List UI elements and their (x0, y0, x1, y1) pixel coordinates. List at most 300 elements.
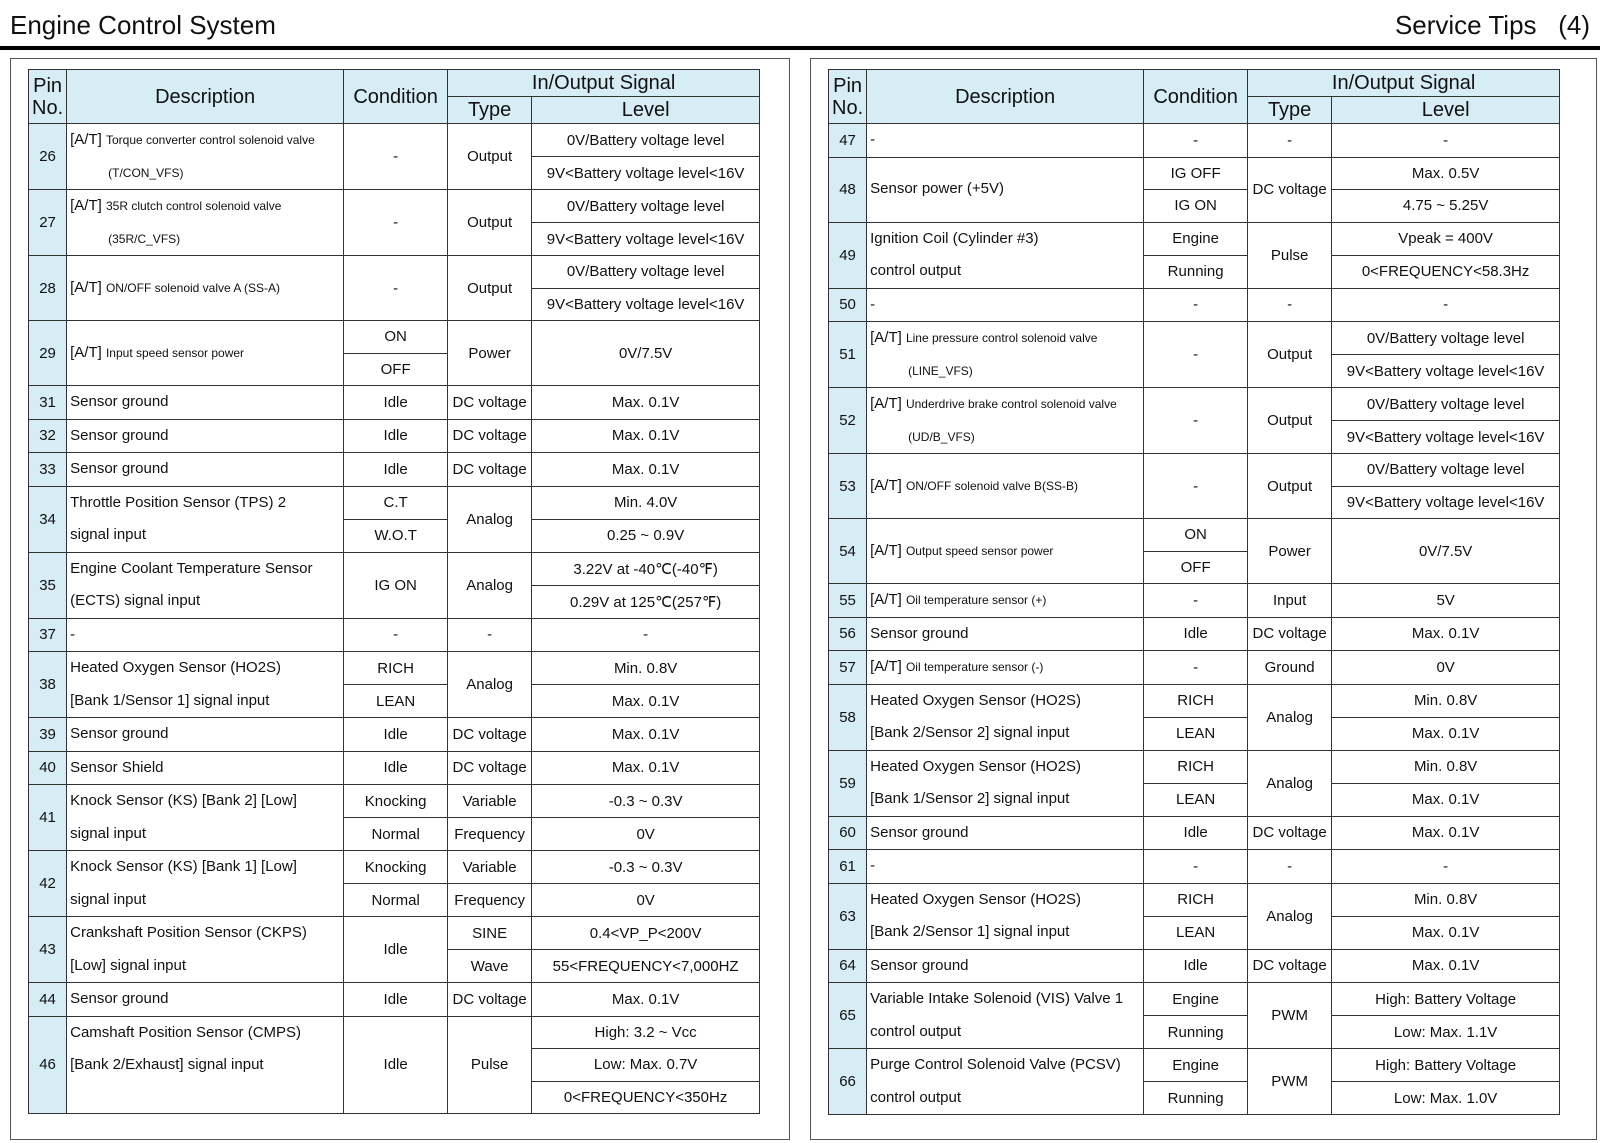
description-line (870, 817, 1140, 850)
description-line (870, 950, 1140, 983)
level-cell: - (1332, 850, 1560, 884)
condition-cell: Running (1144, 1082, 1248, 1115)
description-text: (ECTS) signal input (70, 592, 201, 609)
level-cell: - (1332, 288, 1560, 322)
description-text: Oil temperature sensor (+) (905, 593, 1047, 607)
description-line (870, 884, 1140, 917)
at-prefix: [A/T] (70, 343, 102, 361)
pin-number: 56 (829, 617, 867, 651)
description-line (870, 1082, 1140, 1115)
description-line (70, 337, 340, 370)
pin-number: 47 (829, 124, 867, 158)
condition-cell: Engine (1144, 222, 1248, 255)
condition-cell: Idle (344, 419, 448, 453)
description-text: Sensor Shield (70, 758, 164, 776)
level-cell: 9V<Battery voltage level<16V (532, 223, 760, 256)
page-section (1395, 10, 1590, 41)
description-text: Output speed sensor power (905, 543, 1054, 558)
pin-description (67, 256, 344, 321)
description-line (70, 519, 340, 552)
condition-cell: Idle (1144, 949, 1248, 983)
table-row (829, 124, 1560, 158)
level-cell: 9V<Battery voltage level<16V (1332, 486, 1560, 519)
level-cell: Vpeak = 400V (1332, 222, 1560, 255)
description-text: Sensor ground (70, 725, 169, 742)
at-prefix: [A/T] (70, 131, 102, 148)
condition-cell: - (1144, 584, 1248, 618)
description-line (70, 124, 340, 157)
condition-cell: - (1144, 288, 1248, 322)
condition-cell: Idle (344, 1016, 448, 1114)
table-row (29, 917, 760, 950)
pin-number: 41 (29, 785, 67, 851)
table-row (829, 983, 1560, 1016)
description-line (870, 618, 1140, 651)
description-line (70, 685, 340, 718)
level-cell: 55<FREQUENCY<7,000HZ (532, 950, 760, 983)
page-number: (4) (1558, 10, 1590, 40)
type-cell: Wave (448, 950, 532, 983)
description-text: Torque converter control solenoid valve (105, 133, 315, 147)
description-text: 35R clutch control solenoid valve (105, 199, 282, 213)
level-cell: Max. 0.1V (532, 386, 760, 420)
page-title: Engine Control System (10, 10, 276, 40)
pin-number: 57 (829, 651, 867, 685)
pin-description (67, 486, 344, 552)
pin-description (867, 124, 1144, 158)
level-cell: 0.25 ~ 0.9V (532, 519, 760, 552)
at-prefix: [A/T] (70, 278, 102, 296)
description-line (70, 157, 340, 190)
pin-description (867, 519, 1144, 584)
table-row (29, 618, 760, 652)
type-cell: DC voltage (448, 983, 532, 1017)
condition-cell: Idle (344, 718, 448, 752)
condition-cell: Idle (344, 983, 448, 1017)
description-line (70, 190, 340, 223)
description-line (870, 850, 1140, 883)
description-line (70, 752, 340, 785)
pin-description (67, 618, 344, 652)
description-text: (UD/B_VFS) (908, 429, 975, 444)
pin-number: 55 (829, 584, 867, 618)
table-row (829, 454, 1560, 487)
description-line (870, 535, 1140, 568)
level-cell: - (1332, 124, 1560, 158)
description-line (870, 651, 1140, 684)
description-line (70, 1049, 340, 1082)
level-cell: - (532, 618, 760, 652)
pin-number: 32 (29, 419, 67, 453)
level-cell: Max. 0.1V (532, 453, 760, 487)
description-line (870, 916, 1140, 949)
table-row (29, 983, 760, 1017)
description-text: Camshaft Position Sensor (CMPS) (70, 1023, 302, 1041)
condition-cell: C.T (344, 486, 448, 519)
level-cell: 0V/7.5V (1332, 519, 1560, 584)
description-line (70, 917, 340, 950)
description-text: Underdrive brake control solenoid valve (905, 397, 1117, 411)
table-row (29, 190, 760, 223)
pin-description (67, 718, 344, 752)
condition-cell: Normal (344, 818, 448, 851)
condition-cell: - (1144, 850, 1248, 884)
level-cell: Max. 0.1V (1332, 816, 1560, 850)
pin-description (67, 321, 344, 386)
type-cell: Analog (1248, 684, 1332, 750)
pin-description (867, 651, 1144, 685)
condition-cell: LEAN (1144, 717, 1248, 750)
description-line (870, 173, 1140, 206)
description-text: [Bank 1/Sensor 1] signal input (70, 691, 270, 709)
table-row (29, 453, 760, 487)
pin-number: 34 (29, 486, 67, 552)
condition-cell: Running (1144, 255, 1248, 288)
condition-cell: - (1144, 454, 1248, 519)
table-row (829, 322, 1560, 355)
description-line (870, 322, 1140, 355)
pin-table-left (28, 69, 760, 1114)
type-cell: PWM (1248, 1049, 1332, 1115)
description-line (70, 652, 340, 685)
description-line (870, 751, 1140, 784)
condition-cell: Running (1144, 1016, 1248, 1049)
level-cell: Min. 4.0V (532, 486, 760, 519)
description-text: [Bank 2/Sensor 2] signal input (870, 724, 1070, 741)
pin-number: 27 (29, 190, 67, 256)
type-cell: DC voltage (1248, 816, 1332, 850)
type-cell: Variable (448, 785, 532, 818)
pin-description (867, 388, 1144, 454)
description-line (870, 685, 1140, 718)
type-cell: Pulse (1248, 222, 1332, 288)
level-cell: Low: Max. 1.1V (1332, 1016, 1560, 1049)
description-header: Description (867, 70, 1144, 124)
type-cell: DC voltage (448, 419, 532, 453)
description-text: signal input (70, 824, 147, 842)
pin-header: Pin No. (29, 70, 67, 124)
description-line (70, 950, 340, 983)
at-prefix: [A/T] (870, 329, 902, 346)
at-prefix: [A/T] (870, 395, 902, 412)
description-line (70, 223, 340, 256)
pin-number: 51 (829, 322, 867, 388)
level-cell: 5V (1332, 584, 1560, 618)
pin-header: Pin No. (829, 70, 867, 124)
table-row (29, 851, 760, 884)
condition-cell: Idle (1144, 816, 1248, 850)
io-signal-header: In/Output Signal (1248, 70, 1560, 97)
pin-number: 35 (29, 552, 67, 618)
level-cell: High: Battery Voltage (1332, 983, 1560, 1016)
pin-number: 50 (829, 288, 867, 322)
pin-number: 43 (29, 917, 67, 983)
table-row (29, 256, 760, 289)
type-cell: Frequency (448, 884, 532, 917)
description-text: Sensor ground (870, 624, 969, 642)
type-cell: - (1248, 124, 1332, 158)
level-cell: 0V/Battery voltage level (1332, 322, 1560, 355)
type-header: Type (448, 97, 532, 124)
table-row (829, 684, 1560, 717)
condition-cell: LEAN (344, 685, 448, 718)
type-cell: Variable (448, 851, 532, 884)
description-line (70, 785, 340, 818)
pin-description (867, 983, 1144, 1049)
description-text: [Bank 2/Exhaust] signal input (70, 1056, 264, 1073)
level-cell: Max. 0.1V (532, 685, 760, 718)
condition-header: Condition (344, 70, 448, 124)
pin-number: 37 (29, 618, 67, 652)
pin-number: 53 (829, 454, 867, 519)
type-cell: Analog (448, 486, 532, 552)
type-cell: DC voltage (448, 718, 532, 752)
pin-number: 40 (29, 751, 67, 785)
description-text: control output (870, 1022, 962, 1040)
level-cell: Max. 0.1V (532, 983, 760, 1017)
pin-number: 63 (829, 883, 867, 949)
type-cell: DC voltage (1248, 949, 1332, 983)
description-text: Heated Oxygen Sensor (HO2S) (70, 659, 282, 676)
table-row (829, 519, 1560, 552)
type-cell: Power (448, 321, 532, 386)
type-cell: Output (1248, 322, 1332, 388)
condition-cell: Idle (344, 751, 448, 785)
table-row (29, 652, 760, 685)
table-row (29, 321, 760, 354)
description-line (870, 983, 1140, 1016)
description-text: - (870, 131, 876, 148)
pin-description (867, 222, 1144, 288)
level-cell: High: Battery Voltage (1332, 1049, 1560, 1082)
at-prefix: [A/T] (870, 476, 902, 494)
description-line (870, 584, 1140, 617)
pin-number: 64 (829, 949, 867, 983)
pin-description (867, 617, 1144, 651)
level-cell: 9V<Battery voltage level<16V (1332, 421, 1560, 454)
pin-description (867, 883, 1144, 949)
table-row (829, 883, 1560, 916)
description-text: Throttle Position Sensor (TPS) 2 (70, 493, 287, 511)
condition-cell: Idle (1144, 617, 1248, 651)
pin-number: 31 (29, 386, 67, 420)
description-text: Sensor ground (70, 990, 169, 1007)
level-header: Level (532, 97, 760, 124)
description-line (70, 884, 340, 917)
table-row (29, 124, 760, 157)
pin-description (67, 552, 344, 618)
condition-cell: Idle (344, 453, 448, 487)
description-line (870, 717, 1140, 750)
type-cell: Output (1248, 388, 1332, 454)
condition-cell: Knocking (344, 785, 448, 818)
pin-description (67, 419, 344, 453)
level-cell: Max. 0.1V (532, 718, 760, 752)
table-row (29, 552, 760, 585)
condition-cell: - (1144, 651, 1248, 685)
type-cell: Pulse (448, 1016, 532, 1114)
at-prefix: [A/T] (70, 197, 102, 214)
description-header: Description (67, 70, 344, 124)
type-cell: DC voltage (448, 453, 532, 487)
pin-number: 66 (829, 1049, 867, 1115)
condition-cell: OFF (344, 353, 448, 386)
level-header: Level (1332, 97, 1560, 124)
description-text: (LINE_VFS) (908, 363, 973, 378)
level-cell: 0V/Battery voltage level (1332, 454, 1560, 487)
type-cell: Output (448, 190, 532, 256)
description-text: Engine Coolant Temperature Sensor (70, 559, 313, 577)
pin-description (867, 288, 1144, 322)
condition-cell: - (1144, 124, 1248, 158)
level-cell: 0V/7.5V (532, 321, 760, 386)
level-cell: Min. 0.8V (1332, 883, 1560, 916)
description-text: Sensor power (+5V) (870, 180, 1004, 198)
description-text: Oil temperature sensor (-) (905, 660, 1044, 674)
type-cell: PWM (1248, 983, 1332, 1049)
description-text: - (870, 295, 876, 313)
description-line (870, 255, 1140, 288)
condition-cell: - (344, 124, 448, 190)
description-text: control output (870, 1088, 962, 1106)
condition-cell: - (344, 618, 448, 652)
description-line (870, 124, 1140, 157)
pin-description (67, 652, 344, 718)
description-text: Ignition Coil (Cylinder #3) (870, 229, 1039, 247)
pin-description (67, 386, 344, 420)
description-line (870, 783, 1140, 816)
pin-number: 42 (29, 851, 67, 917)
condition-cell: Normal (344, 884, 448, 917)
level-cell: 3.22V at -40℃(-40℉) (532, 552, 760, 585)
level-cell: Max. 0.1V (1332, 617, 1560, 651)
pin-number: 48 (829, 157, 867, 222)
condition-cell: RICH (1144, 883, 1248, 916)
level-cell: Max. 0.1V (1332, 949, 1560, 983)
level-cell: 0V (1332, 651, 1560, 685)
table-row (29, 1016, 760, 1049)
pin-number: 46 (29, 1016, 67, 1114)
pin-number: 59 (829, 750, 867, 816)
pin-description (867, 750, 1144, 816)
table-row (829, 850, 1560, 884)
condition-cell: ON (1144, 519, 1248, 552)
condition-cell: - (1144, 322, 1248, 388)
description-text: Heated Oxygen Sensor (HO2S) (870, 691, 1082, 709)
pin-description (867, 322, 1144, 388)
table-row (829, 651, 1560, 685)
type-cell: Ground (1248, 651, 1332, 685)
table-row (829, 388, 1560, 421)
level-cell: Low: Max. 0.7V (532, 1049, 760, 1082)
condition-cell: Idle (344, 386, 448, 420)
description-text: Sensor ground (870, 956, 969, 974)
table-row (829, 584, 1560, 618)
level-cell: 9V<Battery voltage level<16V (532, 157, 760, 190)
table-row (829, 750, 1560, 783)
type-cell: Analog (448, 652, 532, 718)
table-row (29, 419, 760, 453)
description-text: [Bank 2/Sensor 1] signal input (870, 923, 1070, 940)
pin-number: 39 (29, 718, 67, 752)
pin-description (867, 584, 1144, 618)
pin-description (67, 453, 344, 487)
level-cell: Max. 0.1V (1332, 783, 1560, 816)
type-header: Type (1248, 97, 1332, 124)
level-cell: High: 3.2 ~ Vcc (532, 1016, 760, 1049)
level-cell: Min. 0.8V (1332, 750, 1560, 783)
level-cell: Max. 0.5V (1332, 157, 1560, 190)
pin-number: 49 (829, 222, 867, 288)
level-cell: Max. 0.1V (1332, 916, 1560, 949)
description-line (70, 1017, 340, 1050)
description-text: control output (870, 262, 962, 279)
description-text: Sensor ground (70, 426, 169, 444)
pin-description (67, 851, 344, 917)
level-cell: 0.4<VP_P<200V (532, 917, 760, 950)
description-line (70, 585, 340, 618)
description-line (70, 386, 340, 419)
left-panel (10, 58, 790, 1140)
table-row (829, 816, 1560, 850)
description-line (70, 487, 340, 520)
description-line (70, 983, 340, 1016)
level-cell: 9V<Battery voltage level<16V (1332, 355, 1560, 388)
table-row (829, 157, 1560, 190)
right-panel (810, 58, 1597, 1140)
description-line (70, 553, 340, 586)
condition-cell: LEAN (1144, 916, 1248, 949)
level-cell: 0V/Battery voltage level (532, 256, 760, 289)
condition-cell: ON (344, 321, 448, 354)
level-cell: 9V<Battery voltage level<16V (532, 288, 760, 321)
level-cell: 4.75 ~ 5.25V (1332, 190, 1560, 223)
pin-number: 65 (829, 983, 867, 1049)
pin-description (867, 1049, 1144, 1115)
pin-description (67, 785, 344, 851)
at-prefix: [A/T] (870, 541, 902, 559)
condition-cell: IG OFF (1144, 157, 1248, 190)
pin-description (867, 454, 1144, 519)
pin-number: 29 (29, 321, 67, 386)
description-text: ON/OFF solenoid valve B(SS-B) (905, 478, 1079, 493)
pin-description (67, 124, 344, 190)
description-text: - (70, 625, 76, 643)
level-cell: Min. 0.8V (1332, 684, 1560, 717)
level-cell: Max. 0.1V (1332, 717, 1560, 750)
level-cell: -0.3 ~ 0.3V (532, 851, 760, 884)
table-row (29, 785, 760, 818)
pin-description (67, 190, 344, 256)
type-cell: DC voltage (448, 386, 532, 420)
pin-number: 52 (829, 388, 867, 454)
type-cell: Output (448, 256, 532, 321)
description-line (70, 619, 340, 652)
pin-description (67, 1016, 344, 1114)
pin-number: 58 (829, 684, 867, 750)
type-cell: DC voltage (1248, 617, 1332, 651)
description-text: ON/OFF solenoid valve A (SS-A) (105, 280, 281, 295)
description-line (870, 470, 1140, 503)
condition-header: Condition (1144, 70, 1248, 124)
at-prefix: [A/T] (870, 658, 902, 675)
level-cell: 0V (532, 818, 760, 851)
level-cell: Min. 0.8V (532, 652, 760, 685)
pin-number: 44 (29, 983, 67, 1017)
level-cell: 0<FREQUENCY<350Hz (532, 1081, 760, 1114)
condition-cell: RICH (1144, 684, 1248, 717)
pin-number: 54 (829, 519, 867, 584)
